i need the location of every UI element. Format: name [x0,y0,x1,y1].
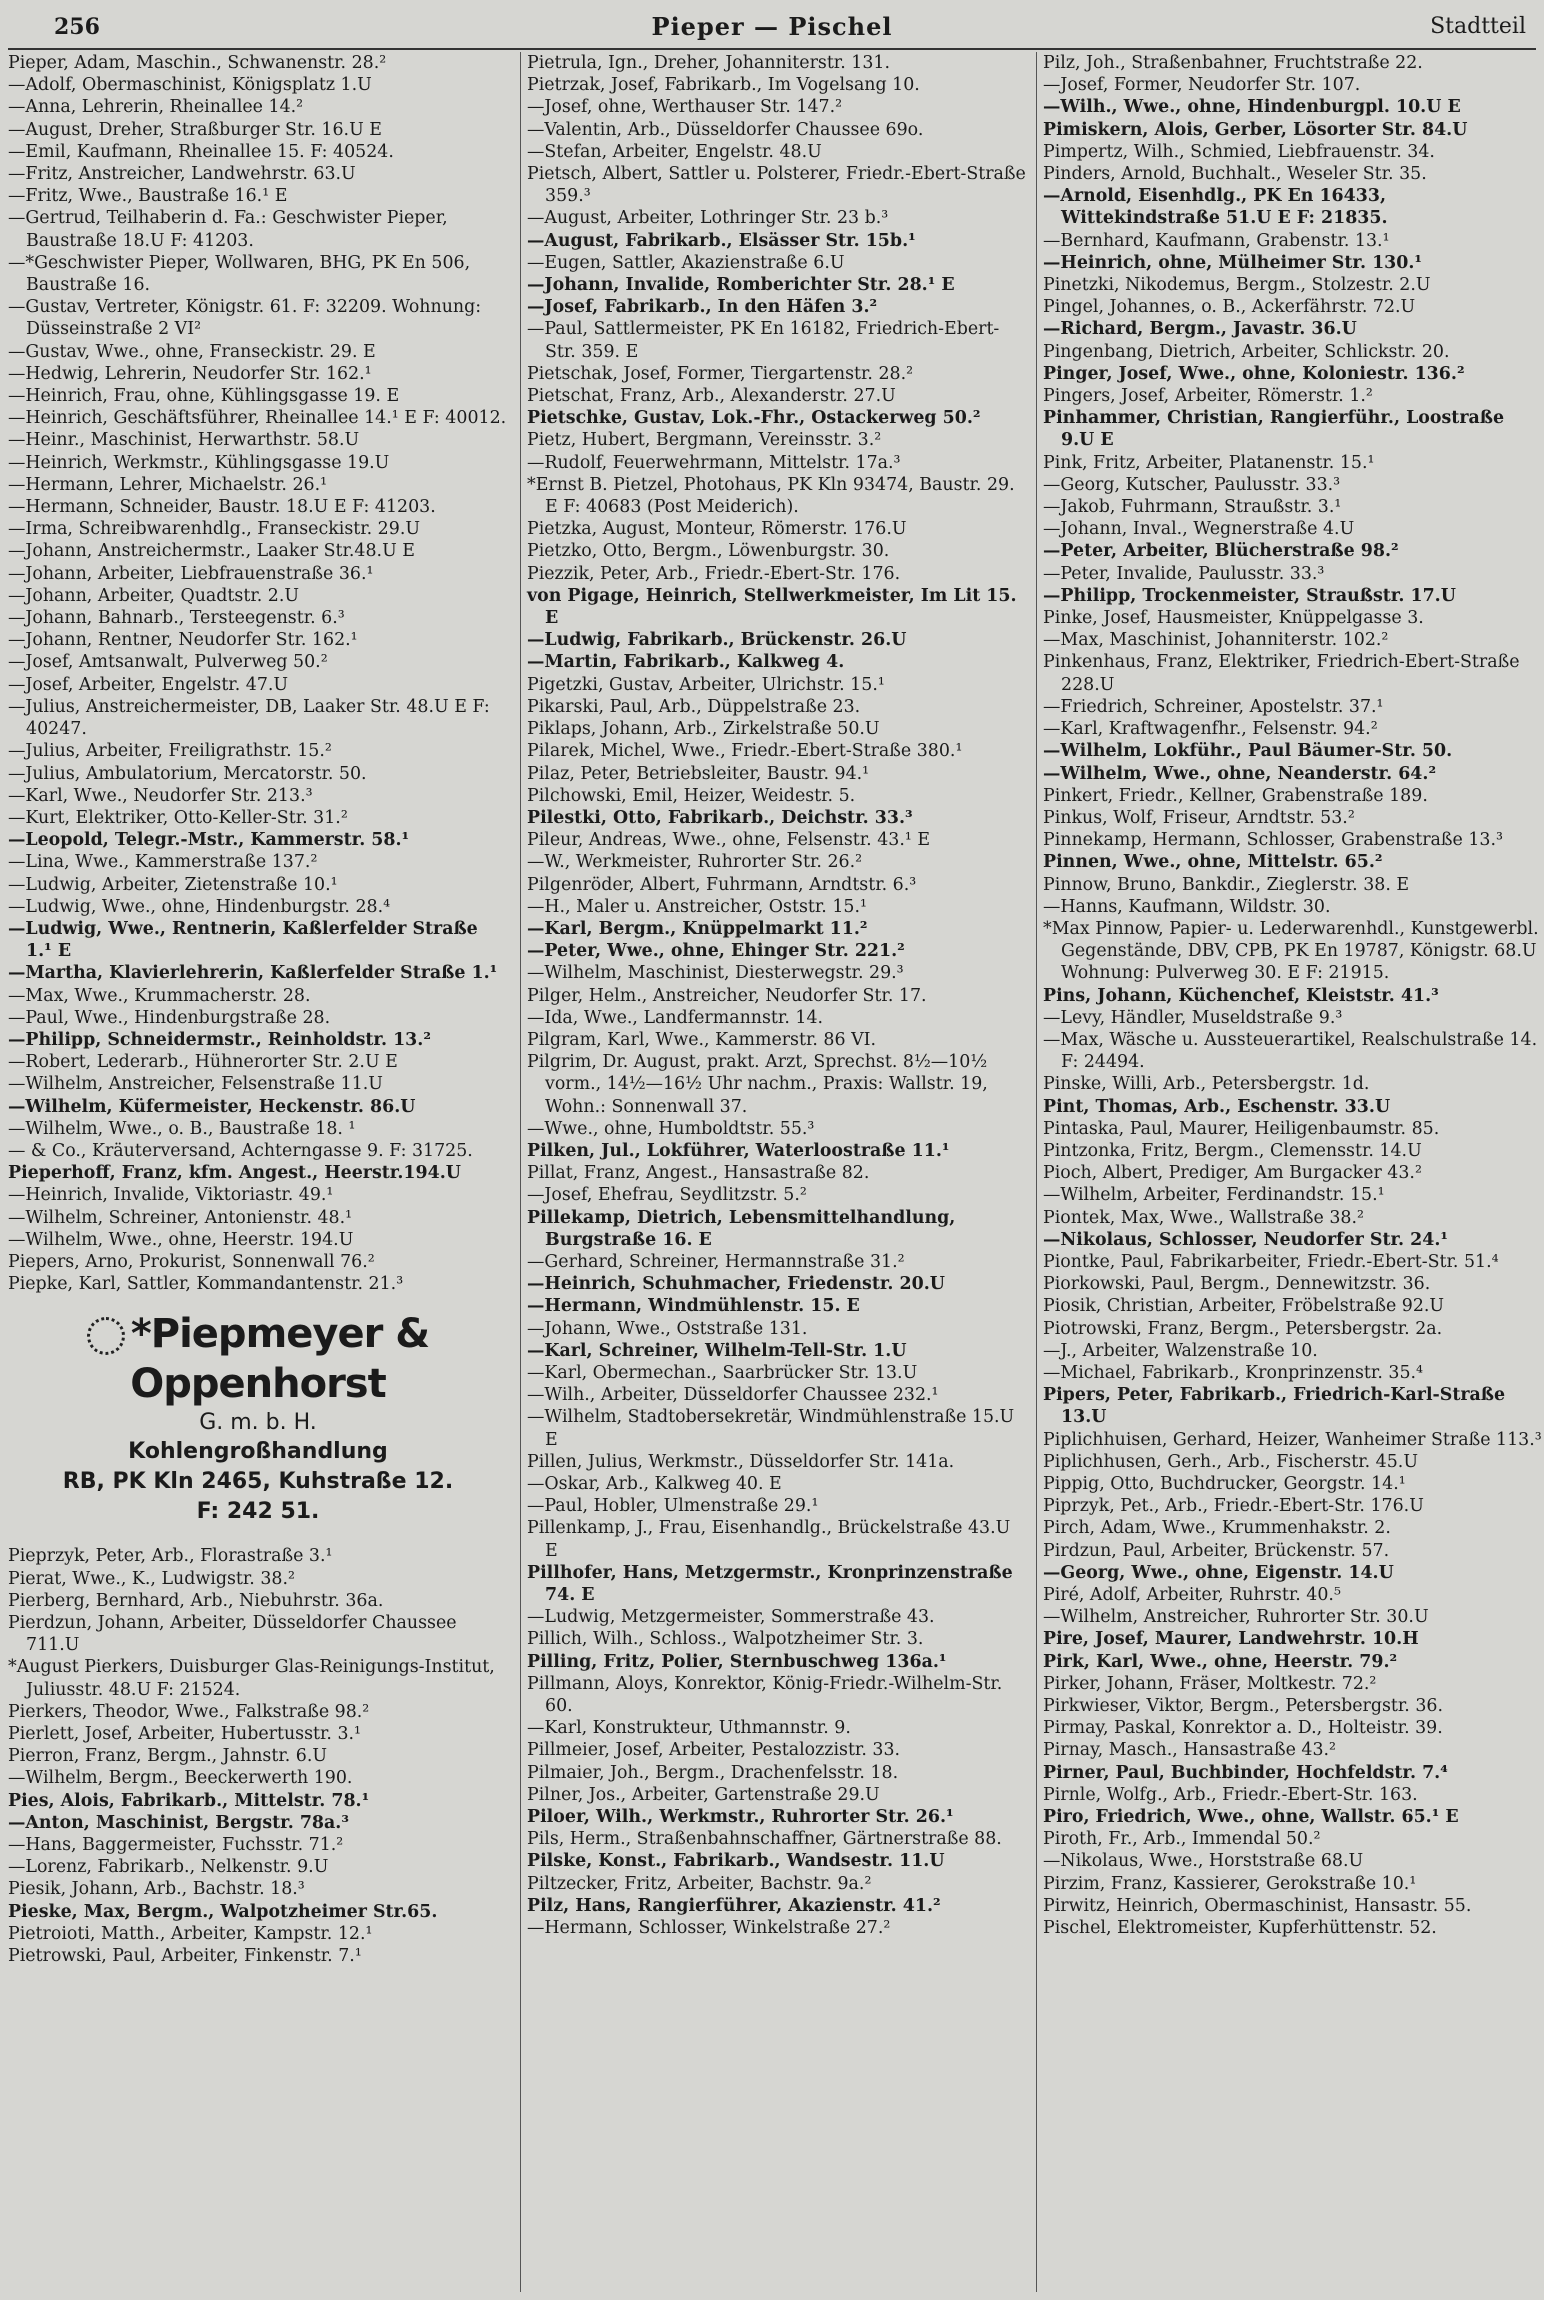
directory-entry: Pinske, Willi, Arb., Petersbergstr. 1d. [1043,1074,1370,1095]
directory-entry: —Wilhelm, Lokführ., Paul Bäumer-Str. 50. [1043,741,1453,762]
directory-entry: —Karl, Konstrukteur, Uthmannstr. 9. [527,1718,851,1739]
directory-entry: —Johann, Bahnarb., Tersteegenstr. 6.³ [8,608,345,629]
directory-entry: Pillhofer, Hans, Metzgermstr., Kronprinzenstraße 74. E [527,1562,1013,1606]
directory-entry: Pileur, Andreas, Wwe., ohne, Felsenstr. 43.¹ E [527,830,931,851]
directory-entry: —Johann, Invalide, Romberichter Str. 28.¹ E [527,275,955,296]
directory-entry: —Max, Maschinist, Johanniterstr. 102.² [1043,630,1389,651]
directory-entry: Pillekamp, Dietrich, Lebensmittelhandlung, Burgstraße 16. E [527,1207,956,1250]
directory-entry: —Bernhard, Kaufmann, Grabenstr. 13.¹ [1043,230,1390,251]
directory-entry: —Anton, Maschinist, Bergstr. 78a.³ [8,1812,349,1833]
directory-entry: —Julius, Ambulatorium, Mercatorstr. 50. [8,763,367,784]
directory-entry: Piplichhuisen, Gerhard, Heizer, Wanheimer Straße 113.³ [1043,1429,1542,1450]
directory-entry: Pinnen, Wwe., ohne, Mittelstr. 65.² [1043,852,1383,873]
directory-entry: —Valentin, Arb., Düsseldorfer Chaussee 69o. [527,119,924,140]
directory-entry: —Ludwig, Metzgermeister, Sommerstraße 43. [527,1607,935,1628]
directory-entry: Pilaz, Peter, Betriebsleiter, Baustr. 94.¹ [527,763,870,784]
directory-entry: —Peter, Wwe., ohne, Ehinger Str. 221.² [527,941,905,962]
ad-business: Kohlengroßhandlung [128,1439,388,1465]
directory-entry: Pieper, Adam, Maschin., Schwanenstr. 28.² [8,53,387,73]
directory-entry: —August, Arbeiter, Lothringer Str. 23 b.³ [527,208,889,229]
directory-entry: —Gustav, Wwe., ohne, Franseckistr. 29. E [8,341,376,362]
page-header [8,8,1536,50]
directory-entry: —Julius, Anstreichermeister, DB, Laaker Str. 48.U E F: 40247. [8,696,490,740]
directory-entry: —Wwe., ohne, Humboldtstr. 55.³ [527,1118,815,1139]
directory-entry: —Wilhelm, Maschinist, Diesterwegstr. 29.³ [527,963,904,984]
directory-entry: —August, Dreher, Straßburger Str. 16.U E [8,119,382,140]
directory-entry: —Heinrich, Frau, ohne, Kühlingsgasse 19. E [8,386,400,407]
directory-entry: —Leopold, Telegr.-Mstr., Kammerstr. 58.¹ [8,830,410,851]
directory-entry: —Oskar, Arb., Kalkweg 40. E [527,1474,782,1494]
directory-entry: Pioch, Albert, Prediger, Am Burgacker 43.² [1043,1163,1422,1184]
directory-entry: Pinders, Arnold, Buchhalt., Weseler Str. 35. [1043,164,1427,185]
directory-entry: Pintzonka, Fritz, Bergm., Clemensstr. 14.U [1043,1140,1422,1161]
directory-entry: —Martin, Fabrikarb., Kalkweg 4. [527,652,845,673]
directory-entry: —Josef, ohne, Werthauser Str. 147.² [527,97,843,118]
directory-entry: Pietschak, Josef, Former, Tiergartenstr. 28.² [527,363,914,384]
directory-entry: Pilgenröder, Albert, Fuhrmann, Arndtstr. 6.³ [527,874,917,895]
directory-entry: Pippig, Otto, Buchdrucker, Georgstr. 14.¹ [1043,1474,1406,1494]
directory-entry: Pint, Thomas, Arb., Eschenstr. 33.U [1043,1096,1391,1117]
directory-entry: —Hedwig, Lehrerin, Neudorfer Str. 162.¹ [8,363,372,384]
directory-entry: —Wilhelm, Stadtobersekretär, Windmühlenstraße 15.U E [527,1407,1015,1450]
directory-entry: Pins, Johann, Küchenchef, Kleiststr. 41.³ [1043,985,1439,1006]
directory-entry: Pietz, Hubert, Bergmann, Vereinsstr. 3.² [527,430,882,451]
directory-entry: —Max, Wäsche u. Aussteuerartikel, Realschulstraße 14. F: 24494. [1043,1029,1538,1073]
directory-entry: —Levy, Händler, Museldstraße 9.³ [1043,1007,1343,1028]
directory-entry: Piklaps, Johann, Arb., Zirkelstraße 50.U [527,719,880,740]
directory-entry: *August Pierkers, Duisburger Glas-Reinigungs-Institut, Juliusstr. 48.U F: 21524. [8,1657,495,1700]
directory-entry: Pingenbang, Dietrich, Arbeiter, Schlickstr. 20. [1043,341,1450,362]
directory-entry: —Nikolaus, Schlosser, Neudorfer Str. 24.¹ [1043,1229,1449,1250]
directory-entry: —Ludwig, Arbeiter, Zietenstraße 10.¹ [8,874,338,895]
directory-entry: Pinke, Josef, Hausmeister, Knüppelgasse 3. [1043,608,1424,629]
directory-entry: —Hermann, Schlosser, Winkelstraße 27.² [527,1918,891,1939]
directory-entry: Pinkus, Wolf, Friseur, Arndtstr. 53.² [1043,807,1355,828]
directory-entry: Pilmaier, Joh., Bergm., Drachenfelsstr. 18. [527,1762,899,1783]
directory-entry: Piro, Friedrich, Wwe., ohne, Wallstr. 65.¹ E [1043,1807,1459,1828]
directory-entry: —Wilhelm, Bergm., Beeckerwerth 190. [8,1768,353,1789]
ad-name-row [8,1309,508,1409]
directory-entry: —Ludwig, Wwe., ohne, Hindenburgstr. 28.⁴ [8,896,391,917]
directory-entry: —Johann, Arbeiter, Quadtstr. 2.U [8,585,300,606]
directory-entry: —August, Fabrikarb., Elsässer Str. 15b.¹ [527,230,916,251]
ad-company-name: *Piepmeyer & Oppenhorst [130,1311,430,1408]
directory-entry: —Lina, Wwe., Kammerstraße 137.² [8,852,318,873]
directory-entry: —Heinrich, Werkmstr., Kühlingsgasse 19.U [8,452,390,473]
directory-entry: —Karl, Obermechan., Saarbrücker Str. 13.U [527,1362,918,1383]
directory-entry: Pilling, Fritz, Polier, Sternbuschweg 136a.¹ [527,1651,947,1672]
directory-entry: —Peter, Arbeiter, Blücherstraße 98.² [1043,541,1399,562]
directory-entry: Pirnle, Wolfg., Arb., Friedr.-Ebert-Str. 163. [1043,1784,1418,1805]
directory-entry: Pigetzki, Gustav, Arbeiter, Ulrichstr. 15.¹ [527,674,885,695]
directory-entry: Pietrula, Ign., Dreher, Johanniterstr. 131. [527,53,890,73]
directory-entry: —Wilhelm, Küfermeister, Heckenstr. 86.U [8,1096,416,1117]
directory-entry: Pieprzyk, Peter, Arb., Florastraße 3.¹ [8,1546,333,1567]
directory-entry: Pinnow, Bruno, Bankdir., Zieglerstr. 38. E [1043,874,1410,895]
directory-entry: —Wilhelm, Anstreicher, Ruhrorter Str. 30.U [1043,1607,1429,1628]
directory-entry: —Irma, Schreibwarenhdlg., Franseckistr. 29.U [8,519,420,540]
directory-entry: Piotrowski, Franz, Bergm., Petersbergstr. 2a. [1043,1318,1443,1339]
directory-entry: —Karl, Schreiner, Wilhelm-Tell-Str. 1.U [527,1340,907,1361]
directory-entry: *Ernst B. Pietzel, Photohaus, PK Kln 93474, Baustr. 29. E F: 40683 (Post Meiderich). [527,474,1015,518]
directory-entry: Piré, Adolf, Arbeiter, Ruhrstr. 40.⁵ [1043,1585,1341,1606]
directory-entry: —Johann, Wwe., Oststraße 131. [527,1318,808,1339]
directory-entry: —Lorenz, Fabrikarb., Nelkenstr. 9.U [8,1857,329,1878]
directory-entry: Piontke, Paul, Fabrikarbeiter, Friedr.-Ebert-Str. 51.⁴ [1043,1251,1499,1272]
directory-entry: —Michael, Fabrikarb., Kronprinzenstr. 35.⁴ [1043,1362,1424,1383]
directory-entry: Pillenkamp, J., Frau, Eisenhandlg., Brückelstraße 43.U E [527,1518,1011,1561]
directory-entry: —*Geschwister Pieper, Wollwaren, BHG, PK En 506, Baustraße 16. [8,252,471,296]
directory-entry: —Fritz, Wwe., Baustraße 16.¹ E [8,186,288,207]
directory-entry: Pinhammer, Christian, Rangierführ., Loostraße 9.U E [1043,408,1505,451]
directory-entry: Pirzim, Franz, Kassierer, Gerokstraße 10.¹ [1043,1873,1417,1894]
directory-entry: Pillich, Wilh., Schloss., Walpotzheimer Str. 3. [527,1629,924,1650]
directory-entry: Pilgrim, Dr. August, prakt. Arzt, Sprechst. 8½—10½ vorm., 14½—16½ Uhr nachm., Praxis: Wallstr. 19, Wohn.: Sonnenwall 37. [527,1052,988,1117]
directory-entry: Pietschat, Franz, Arb., Alexanderstr. 27.U [527,386,896,407]
directory-entry: —Hermann, Lehrer, Michaelstr. 26.¹ [8,474,328,495]
directory-entry: —Josef, Fabrikarb., In den Häfen 3.² [527,297,878,318]
directory-entry: —Gerhard, Schreiner, Hermannstraße 31.² [527,1251,905,1272]
directory-entry: Pirner, Paul, Buchbinder, Hochfeldstr. 7.⁴ [1043,1762,1448,1783]
directory-entry: Pietzka, August, Monteur, Römerstr. 176.U [527,519,907,540]
directory-entry: —Julius, Arbeiter, Freiligrathstr. 15.² [8,741,332,762]
directory-entry: Pilarek, Michel, Wwe., Friedr.-Ebert-Straße 380.¹ [527,741,963,762]
directory-entry: Pietsch, Albert, Sattler u. Polsterer, Friedr.-Ebert-Straße 359.³ [527,164,1026,207]
directory-entry: —Jakob, Fuhrmann, Straußstr. 3.¹ [1043,497,1342,518]
directory-entry: Piontek, Max, Wwe., Wallstraße 38.² [1043,1207,1364,1228]
directory-entry: Pilz, Joh., Straßenbahner, Fruchtstraße 22. [1043,53,1423,73]
directory-entry: Pingel, Johannes, o. B., Ackerfährstr. 72.U [1043,297,1416,318]
directory-entry: Pilz, Hans, Rangierführer, Akazienstr. 41.² [527,1895,941,1916]
directory-entry: — & Co., Kräuterversand, Achterngasse 9. F: 31725. [8,1140,473,1161]
directory-entry: Pirdzun, Paul, Arbeiter, Brückenstr. 57. [1043,1540,1390,1561]
directory-entry: Pietzko, Otto, Bergm., Löwenburgstr. 30. [527,541,890,562]
directory-entry: Piplichhusen, Gerh., Arb., Fischerstr. 45.U [1043,1451,1418,1472]
directory-entry: Pipers, Peter, Fabrikarb., Friedrich-Karl-Straße 13.U [1043,1385,1506,1428]
directory-entry: —Georg, Wwe., ohne, Eigenstr. 14.U [1043,1562,1394,1583]
directory-entry: Pinger, Josef, Wwe., ohne, Koloniestr. 136.² [1043,363,1465,384]
directory-entry: von Pigage, Heinrich, Stellwerkmeister, Im Lit 15. E [527,585,1017,629]
directory-entry: —Wilhelm, Wwe., o. B., Baustraße 18. ¹ [8,1118,356,1139]
directory-entry: Pikarski, Paul, Arb., Düppelstraße 23. [527,696,861,717]
directory-entry: Pierberg, Bernhard, Arb., Niebuhrstr. 36a. [8,1590,384,1611]
directory-entry: Pilgram, Karl, Wwe., Kammerstr. 86 VI. [527,1029,877,1050]
directory-entry: Piprzyk, Pet., Arb., Friedr.-Ebert-Str. 176.U [1043,1496,1424,1517]
directory-entry: —Anna, Lehrerin, Rheinallee 14.² [8,97,304,118]
company-logo-icon [87,1317,125,1355]
directory-entry: Pintaska, Paul, Maurer, Heiligenbaumstr. 85. [1043,1118,1440,1139]
directory-entry: Pietroioti, Matth., Arbeiter, Kampstr. 12.¹ [8,1923,373,1944]
directory-entry: Pirwitz, Heinrich, Obermaschinist, Hansastr. 55. [1043,1895,1472,1916]
directory-entry: —H., Maler u. Anstreicher, Oststr. 15.¹ [527,896,867,917]
directory-entry: Piltzecker, Fritz, Arbeiter, Bachstr. 9a.² [527,1873,872,1894]
directory-entry: —Paul, Wwe., Hindenburgstraße 28. [8,1007,331,1028]
directory-entry: —Josef, Former, Neudorfer Str. 107. [1043,75,1361,96]
directory-entry: —Johann, Rentner, Neudorfer Str. 162.¹ [8,630,358,651]
directory-entry: Pilger, Helm., Anstreicher, Neudorfer Str. 17. [527,985,927,1006]
directory-entry: —Gertrud, Teilhaberin d. Fa.: Geschwister Pieper, Baustraße 18.U F: 41203. [8,208,448,251]
directory-entry: —Stefan, Arbeiter, Engelstr. 48.U [527,141,822,162]
directory-entry: —Ida, Wwe., Landfermannstr. 14. [527,1007,824,1028]
directory-entry: Pillat, Franz, Angest., Hansastraße 82. [527,1163,870,1184]
directory-entry: Pinkenhaus, Franz, Elektriker, Friedrich-Ebert-Straße 228.U [1043,652,1520,695]
directory-entry: Pieske, Max, Bergm., Walpotzheimer Str.65. [8,1901,438,1922]
directory-entry: —Heinr., Maschinist, Herwarthstr. 58.U [8,430,360,451]
directory-entry: Piroth, Fr., Arb., Immendal 50.² [1043,1829,1321,1850]
directory-entry: Pischel, Elektromeister, Kupferhüttenstr. 52. [1043,1918,1437,1939]
directory-entry: Pirch, Adam, Wwe., Krummenhakstr. 2. [1043,1518,1391,1539]
directory-entry: Pillmeier, Josef, Arbeiter, Pestalozzistr. 33. [527,1740,901,1761]
directory-entry: Pimpertz, Wilh., Schmied, Liebfrauenstr. 34. [1043,141,1435,162]
directory-entry: —Hanns, Kaufmann, Wildstr. 30. [1043,896,1331,917]
directory-entry: —Max, Wwe., Krummacherstr. 28. [8,985,311,1006]
directory-entry: Piloer, Wilh., Werkmstr., Ruhrorter Str. 26.¹ [527,1807,954,1828]
page-number: 256 [54,14,100,40]
page-title: Pieper — Pischel [651,12,893,41]
directory-entry: Pimiskern, Alois, Gerber, Lösorter Str. 84.U [1043,119,1468,140]
directory-entry: Pilchowski, Emil, Heizer, Weidestr. 5. [527,785,856,806]
directory-entry: —Richard, Bergm., Javastr. 36.U [1043,319,1357,340]
directory-entry: —Josef, Arbeiter, Engelstr. 47.U [8,674,289,695]
directory-entry: —Martha, Klavierlehrerin, Kaßlerfelder Straße 1.¹ [8,963,498,984]
directory-entry: —Eugen, Sattler, Akazienstraße 6.U [527,252,845,273]
directory-entry: —Arnold, Eisenhdlg., PK En 16433, Wittekindstraße 51.U E F: 21835. [1043,186,1388,229]
directory-entry: —Paul, Hobler, Ulmenstraße 29.¹ [527,1496,819,1517]
directory-entry: —Wilhelm, Arbeiter, Ferdinandstr. 15.¹ [1043,1185,1385,1206]
directory-entry: Pink, Fritz, Arbeiter, Platanenstr. 15.¹ [1043,452,1375,473]
directory-entry: Piepke, Karl, Sattler, Kommandantenstr. 21.³ [8,1274,404,1295]
directory-entry: —Heinrich, Schuhmacher, Friedenstr. 20.U [527,1274,945,1295]
directory-entry: —Rudolf, Feuerwehrmann, Mittelstr. 17a.³ [527,452,901,473]
directory-entry: —J., Arbeiter, Walzenstraße 10. [1043,1340,1318,1361]
directory-entry: —Robert, Lederarb., Hühnerorter Str. 2.U E [8,1052,398,1073]
directory-entry: —Hans, Baggermeister, Fuchsstr. 71.² [8,1835,344,1856]
directory-entry: —Johann, Inval., Wegnerstraße 4.U [1043,519,1355,540]
column-3 [1036,52,1543,2292]
directory-entry: Piosik, Christian, Arbeiter, Fröbelstraße 92.U [1043,1296,1445,1317]
directory-entry: Pinetzki, Nikodemus, Bergm., Stolzestr. 2.U [1043,275,1431,296]
directory-entry: Pils, Herm., Straßenbahnschaffner, Gärtnerstraße 88. [527,1829,1002,1850]
ad-legal-form: G. m. b. H. [199,1410,317,1436]
column-1 [8,52,508,2292]
directory-entry: —Wilh., Arbeiter, Düsseldorfer Chaussee 232.¹ [527,1385,939,1406]
directory-entry: Pirker, Johann, Fräser, Moltkestr. 72.² [1043,1673,1377,1694]
directory-entry: —Philipp, Schneidermstr., Reinholdstr. 13.² [8,1029,431,1050]
directory-entry: Pingers, Josef, Arbeiter, Römerstr. 1.² [1043,386,1373,407]
directory-entry: Pilken, Jul., Lokführer, Waterloostraße 11.¹ [527,1140,950,1161]
directory-entry: Pirmay, Paskal, Konrektor a. D., Holteistr. 39. [1043,1718,1443,1739]
directory-entry: Piorkowski, Paul, Bergm., Dennewitzstr. 36. [1043,1274,1431,1295]
directory-entry: Pieperhoff, Franz, kfm. Angest., Heerstr.194.U [8,1163,461,1184]
directory-entry: Pietrowski, Paul, Arbeiter, Finkenstr. 7.¹ [8,1946,362,1967]
directory-entry: Piepers, Arno, Prokurist, Sonnenwall 76.² [8,1251,375,1272]
directory-entry: Pierdzun, Johann, Arbeiter, Düsseldorfer Chaussee 711.U [8,1612,457,1656]
directory-entry: —Adolf, Obermaschinist, Königsplatz 1.U [8,75,372,96]
directory-entry: —Hermann, Schneider, Baustr. 18.U E F: 41203. [8,497,436,518]
directory-entry: Piesik, Johann, Arb., Bachstr. 18.³ [8,1879,305,1900]
directory-entry: Pirk, Karl, Wwe., ohne, Heerstr. 79.² [1043,1651,1398,1672]
directory-entry: —Wilh., Wwe., ohne, Hindenburgpl. 10.U E [1043,97,1461,118]
directory-entry: Pierkers, Theodor, Wwe., Falkstraße 98.² [8,1701,370,1722]
directory-entry: —W., Werkmeister, Ruhrorter Str. 26.² [527,852,863,873]
directory-entry: —Paul, Sattlermeister, PK En 16182, Friedrich-Ebert-Str. 359. E [527,319,1000,362]
directory-entry: —Wilhelm, Wwe., ohne, Heerstr. 194.U [8,1229,354,1250]
directory-entry: Pirkwieser, Viktor, Bergm., Petersbergstr. 36. [1043,1696,1444,1717]
directory-entry: —Hermann, Windmühlenstr. 15. E [527,1296,860,1317]
directory-entry: —Georg, Kutscher, Paulusstr. 33.³ [1043,474,1341,495]
directory-entry: Pire, Josef, Maurer, Landwehrstr. 10.H [1043,1629,1419,1650]
directory-entry: Pillen, Julius, Werkmstr., Düsseldorfer Str. 141a. [527,1451,955,1472]
directory-entry: Pierlett, Josef, Arbeiter, Hubertusstr. 3.¹ [8,1724,362,1744]
directory-entry: Pillmann, Aloys, Konrektor, König-Friedr.-Wilhelm-Str. 60. [527,1673,1003,1717]
column-2 [520,52,1027,2292]
directory-entry: —Heinrich, Geschäftsführer, Rheinallee 14.¹ E F: 40012. [8,408,507,429]
directory-entry: Pilske, Konst., Fabrikarb., Wandsestr. 11.U [527,1851,945,1872]
district-label: Stadtteil [1430,14,1526,39]
directory-entry: —Johann, Arbeiter, Liebfrauenstraße 36.¹ [8,563,374,584]
directory-entry: Pilner, Jos., Arbeiter, Gartenstraße 29.U [527,1784,880,1805]
directory-entry: Pietschke, Gustav, Lok.-Fhr., Ostackerweg 50.² [527,408,981,429]
directory-entry: —Ludwig, Wwe., Rentnerin, Kaßlerfelder Straße 1.¹ E [8,918,478,962]
directory-entry: —Kurt, Elektriker, Otto-Keller-Str. 31.² [8,807,348,828]
directory-entry: Piezzik, Peter, Arb., Friedr.-Ebert-Str. 176. [527,563,901,584]
directory-entry: *Max Pinnow, Papier- u. Lederwarenhdl., Kunstgewerbl. Gegenstände, DBV, CPB, PK En 19787, Königstr. 68.U Wohnung: Pulverweg 30. E F: 21915. [1043,918,1539,984]
directory-entry: Pietrzak, Josef, Fabrikarb., Im Vogelsang 10. [527,75,920,96]
directory-entry: —Gustav, Vertreter, Königstr. 61. F: 32209. Wohnung: Düsseinstraße 2 VI² [8,297,482,340]
directory-entry: —Nikolaus, Wwe., Horststraße 68.U [1043,1851,1364,1872]
directory-entry: —Josef, Ehefrau, Seydlitzstr. 5.² [527,1185,807,1206]
directory-entry: Pies, Alois, Fabrikarb., Mittelstr. 78.¹ [8,1790,370,1811]
directory-entry: —Karl, Wwe., Neudorfer Str. 213.³ [8,785,313,806]
directory-entry: —Wilhelm, Anstreicher, Felsenstraße 11.U [8,1074,383,1095]
directory-entry: —Josef, Amtsanwalt, Pulverweg 50.² [8,652,328,673]
directory-entry: Pinkert, Friedr., Kellner, Grabenstraße 189. [1043,785,1428,806]
directory-entry: Pirnay, Masch., Hansastraße 43.² [1043,1740,1337,1761]
directory-entry: —Ludwig, Fabrikarb., Brückenstr. 26.U [527,630,907,651]
directory-entry: —Heinrich, Invalide, Viktoriastr. 49.¹ [8,1185,334,1206]
directory-entry: —Emil, Kaufmann, Rheinallee 15. F: 40524. [8,141,394,162]
directory-entry: —Wilhelm, Wwe., ohne, Neanderstr. 64.² [1043,763,1437,784]
ad-phone: F: 242 51. [196,1499,320,1525]
directory-entry: —Fritz, Anstreicher, Landwehrstr. 63.U [8,164,356,185]
directory-entry: —Karl, Kraftwagenfhr., Felsenstr. 94.² [1043,719,1378,740]
directory-entry: —Johann, Anstreichermstr., Laaker Str.48.U E [8,541,415,562]
directory-entry: Pinnekamp, Hermann, Schlosser, Grabenstraße 13.³ [1043,830,1503,851]
directory-entry: Pilestki, Otto, Fabrikarb., Deichstr. 33.³ [527,807,913,828]
ad-address: RB, PK Kln 2465, Kuhstraße 12. [62,1469,454,1495]
directory-entry: —Heinrich, ohne, Mülheimer Str. 130.¹ [1043,252,1423,273]
directory-entry: Pierat, Wwe., K., Ludwigstr. 38.² [8,1568,295,1589]
directory-entry: —Philipp, Trockenmeister, Straußstr. 17.U [1043,585,1456,606]
directory-entry: —Wilhelm, Schreiner, Antonienstr. 48.¹ [8,1207,353,1228]
advertisement-block [8,1309,508,1527]
directory-entry: Pierron, Franz, Bergm., Jahnstr. 6.U [8,1746,328,1767]
directory-entry: —Karl, Bergm., Knüppelmarkt 11.² [527,918,868,939]
directory-entry: —Peter, Invalide, Paulusstr. 33.³ [1043,563,1325,584]
directory-entry: —Friedrich, Schreiner, Apostelstr. 37.¹ [1043,696,1384,717]
